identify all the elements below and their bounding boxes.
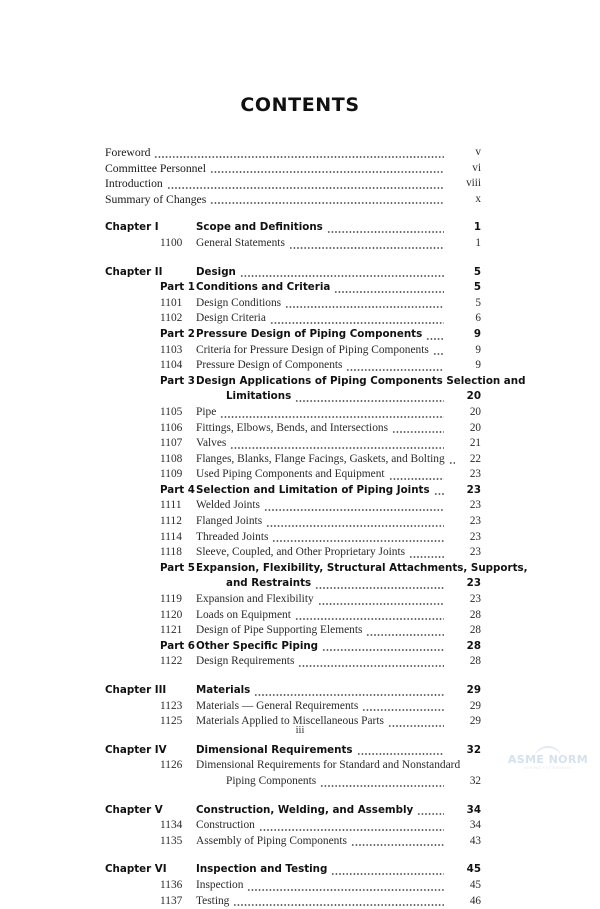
toc-entry-page: 28 [469,608,481,621]
toc-entry-number: 1105 [160,405,183,418]
toc-entry-page: 5 [473,281,481,294]
leader-dots [366,634,444,636]
toc-entry-number: Part 4 [160,483,195,496]
toc-entry-title-cell [196,774,447,790]
toc-entry-row[interactable] [105,774,481,790]
toc-entry-title: Used Piping Components and Equipment [196,468,385,481]
toc-entry-row[interactable] [105,374,526,390]
section-spacer [105,670,481,683]
toc-entry-title: General Statements [196,236,285,249]
toc-entry-number: 1109 [160,468,183,481]
leader-dots [295,400,444,402]
toc-entry-title-cell [196,683,447,699]
toc-entry-title-cell [196,421,447,437]
leader-dots [434,493,444,495]
toc-entry-page: viii [466,177,481,190]
toc-entry-row[interactable] [105,452,481,468]
toc-entry-row[interactable] [105,878,481,894]
toc-entry-title: Summary of Changes [105,192,207,206]
toc-entry-number: 1135 [160,834,183,847]
toc-entry-page: 23 [469,499,481,512]
toc-entry-title-cell [196,389,447,405]
toc-entry-page: 28 [466,639,481,652]
toc-entry-number: 1114 [160,530,182,543]
toc-entry-row[interactable] [105,743,481,759]
toc-entry-title: Construction [196,819,255,832]
toc-entry-title-cell [105,176,447,192]
toc-entry-title-cell [196,592,447,608]
toc-entry-title: Pressure Design of Piping Components [196,327,423,340]
toc-entry-title: Testing [196,894,230,907]
toc-entry-title-cell [196,834,447,850]
toc-entry-number: 1108 [160,452,183,465]
leader-dots [210,202,444,204]
toc-entry-row[interactable] [105,530,481,546]
toc-entry-title-cell [196,758,461,774]
toc-entry-page: 32 [466,743,481,756]
toc-entry-page: 23 [469,546,481,559]
toc-entry-title: Welded Joints [196,499,260,512]
toc-entry-number: 1111 [160,499,182,512]
toc-entry-page: 5 [475,296,481,309]
toc-chapter-label: Chapter III [105,684,167,696]
toc-entry-title-cell [196,483,447,499]
toc-entry-page: 23 [466,483,481,496]
leader-dots [298,665,444,667]
toc-entry-number: 1101 [160,296,183,309]
toc-front-matter-row[interactable] [105,145,481,161]
toc-entry-title-cell [196,358,447,374]
toc-entry-number: Part 1 [160,281,195,294]
leader-dots [409,556,444,558]
table-of-contents [105,145,528,909]
toc-entry-number: 1119 [160,593,182,606]
toc-entry-title-cell [196,280,447,296]
leader-dots [346,369,444,371]
toc-entry-page: 20 [469,405,481,418]
toc-entry-title-cell [196,236,447,252]
toc-entry-number: 1137 [160,894,183,907]
toc-entry-title-cell [196,296,447,312]
toc-entry-title: Inspection [196,878,244,891]
toc-entry-page: 43 [469,834,481,847]
toc-entry-number: 1123 [160,699,183,712]
toc-entry-title: Materials — General Requirements [196,699,359,712]
toc-entry-page: 22 [469,452,481,465]
toc-entry-title: Limitations [226,390,292,403]
leader-dots [264,509,444,511]
toc-entry-title: Threaded Joints [196,530,269,543]
toc-entry-title: Pressure Design of Components [196,359,343,372]
toc-entry-title-cell [196,405,447,421]
leader-dots [362,709,444,711]
toc-entry-row[interactable] [105,592,481,608]
toc-entry-row[interactable] [105,758,481,774]
toc-entry-row[interactable] [105,699,481,715]
toc-entry-title: Committee Personnel [105,161,206,175]
toc-entry-page: 9 [473,327,481,340]
toc-entry-title-cell [196,530,447,546]
toc-entry-title: Dimensional Requirements [196,743,353,756]
toc-entry-row[interactable] [105,803,481,819]
leader-dots [464,769,470,771]
section-spacer [105,849,481,862]
leader-dots [532,571,538,573]
leader-dots [272,540,444,542]
toc-entry-title-cell [196,623,447,639]
leader-dots [233,904,444,906]
toc-entry-title: Design Requirements [196,655,295,668]
toc-entry-row[interactable] [105,265,481,281]
toc-entry-page: 29 [469,699,481,712]
toc-entry-title-cell [196,452,447,468]
toc-entry-title-cell [196,467,447,483]
leader-dots [240,275,444,277]
toc-entry-title-cell [105,145,447,161]
toc-entry-number: 1100 [160,236,183,249]
toc-entry-title-cell [196,608,447,624]
toc-entry-title: Flanges, Blanks, Flange Facings, Gaskets, and Bolting [196,452,445,465]
toc-entry-row[interactable] [105,296,481,312]
toc-entry-number: 1107 [160,437,183,450]
section-spacer [105,252,481,265]
toc-entry-page: 45 [469,878,481,891]
toc-entry-number: 1118 [160,546,182,559]
toc-entry-page: 23 [469,468,481,481]
toc-entry-title: Valves [196,437,227,450]
leader-dots [295,618,444,620]
leader-dots [167,187,444,189]
toc-entry-number: 1125 [160,715,183,728]
toc-entry-row[interactable] [105,436,481,452]
leader-dots [417,813,444,815]
toc-entry-number: 1122 [160,655,183,668]
watermark-subtitle: NORMAS Y ESTANDARES [524,766,572,770]
leader-dots [357,753,444,755]
toc-entry-number: 1102 [160,312,183,325]
asme-norm-watermark [504,746,592,771]
toc-entry-row[interactable] [105,894,481,909]
toc-entry-title: Piping Components [226,774,317,787]
leader-dots [259,829,444,831]
toc-entry-page: 9 [475,343,481,356]
toc-entry-title-cell [196,220,447,236]
section-spacer [105,207,481,220]
toc-entry-number: 1126 [160,759,183,772]
leader-dots [315,587,444,589]
toc-entry-page: 1 [475,236,481,249]
toc-entry-number: 1120 [160,608,183,621]
toc-entry-row[interactable] [105,608,481,624]
toc-entry-title-cell [196,343,447,359]
toc-entry-number: 1136 [160,878,183,891]
leader-dots [220,416,444,418]
toc-entry-row[interactable] [105,343,481,359]
toc-entry-row[interactable] [105,327,481,343]
toc-front-matter-row[interactable] [105,192,481,208]
toc-entry-title: Design Applications of Piping Components Selection and [196,374,526,387]
toc-entry-row[interactable] [105,389,481,405]
toc-entry-number: 1106 [160,421,183,434]
leader-dots [327,231,444,233]
toc-entry-title: and Restraints [226,577,312,590]
toc-entry-title-cell [196,878,447,894]
toc-entry-title: Foreword [105,146,151,159]
leader-dots [426,338,444,340]
toc-entry-row[interactable] [105,834,481,850]
toc-front-matter-row[interactable] [105,161,481,177]
toc-entry-page: 5 [473,265,481,278]
toc-entry-number: 1112 [160,515,182,528]
toc-entry-number: Part 5 [160,561,195,574]
toc-entry-row[interactable] [105,818,481,834]
toc-entry-row[interactable] [105,220,481,236]
toc-entry-page: x [475,192,481,205]
toc-entry-title: Materials Applied to Miscellaneous Parts [196,715,384,728]
toc-entry-row[interactable] [105,467,481,483]
toc-entry-title-cell [196,743,447,759]
toc-entry-title-cell [196,436,447,452]
leader-dots [433,353,444,355]
toc-chapter-label: Chapter V [105,803,163,816]
toc-entry-title-cell [196,498,447,514]
leader-dots [529,384,535,386]
toc-entry-number: Part 6 [160,639,195,652]
toc-front-matter-row[interactable] [105,176,481,192]
toc-entry-page: 29 [466,684,481,696]
section-spacer [105,790,481,803]
toc-entry-page: 23 [466,577,481,590]
toc-entry-page: 34 [469,819,481,832]
toc-entry-title-cell [196,327,447,343]
toc-entry-title: Selection and Limitation of Piping Joints [196,483,430,496]
toc-entry-page: 34 [466,803,481,816]
toc-entry-title-cell [196,311,447,327]
toc-chapter-label: Chapter VI [105,863,167,876]
toc-entry-row[interactable] [105,483,481,499]
toc-entry-page: 28 [469,655,481,668]
toc-entry-row[interactable] [105,358,481,374]
page-folio: iii [295,725,305,736]
toc-entry-page: 1 [473,221,481,234]
toc-entry-title: Design [196,265,236,278]
leader-dots [254,694,444,696]
leader-dots [270,322,444,324]
leader-dots [289,247,444,249]
leader-dots [154,156,444,158]
toc-entry-page: 32 [469,774,481,787]
toc-entry-page: 6 [475,312,481,325]
toc-entry-title-cell [196,374,526,390]
leader-dots [210,171,444,173]
toc-entry-title-cell [196,514,447,530]
toc-chapter-label: Chapter IV [105,743,167,756]
toc-entry-title-cell [196,265,447,281]
toc-entry-title: Dimensional Requirements for Standard and Nonstandard [196,759,461,772]
toc-entry-title: Criteria for Pressure Design of Piping Components [196,343,429,356]
toc-entry-title-cell [105,161,447,177]
toc-entry-row[interactable] [105,421,481,437]
toc-entry-page: v [475,146,481,158]
toc-entry-row[interactable] [105,639,481,655]
toc-entry-title: Materials [196,684,251,696]
toc-entry-title: Scope and Definitions [196,221,323,234]
leader-dots [392,431,444,433]
toc-entry-page: 20 [469,421,481,434]
toc-entry-row[interactable] [105,236,481,252]
toc-entry-title-cell [196,576,447,592]
toc-entry-row[interactable] [105,514,481,530]
toc-entry-row[interactable] [105,576,481,592]
toc-entry-page: 20 [466,390,481,403]
toc-entry-title: Introduction [105,177,163,191]
toc-entry-row[interactable] [105,683,481,699]
toc-entry-title-cell [196,862,447,878]
toc-entry-row[interactable] [105,405,481,421]
toc-entry-title-cell [196,803,447,819]
leader-dots [318,603,444,605]
toc-entry-number: 1103 [160,343,183,356]
toc-entry-row[interactable] [105,280,481,296]
toc-entry-number: 1134 [160,819,183,832]
toc-entry-title: Pipe [196,405,217,418]
toc-entry-row[interactable] [105,862,481,878]
toc-entry-title-cell [196,894,447,909]
toc-entry-title: Design of Pipe Supporting Elements [196,624,363,637]
toc-entry-page: 9 [475,359,481,372]
toc-entry-page: 21 [469,437,481,450]
toc-entry-title: Loads on Equipment [196,608,291,621]
toc-entry-title: Conditions and Criteria [196,281,331,294]
toc-entry-number: Part 3 [160,374,195,387]
toc-entry-number: 1121 [160,624,183,637]
toc-entry-row[interactable] [105,545,481,561]
toc-entry-row[interactable] [105,498,481,514]
toc-entry-title: Expansion, Flexibility, Structural Attachments, Supports, [196,561,528,574]
toc-entry-row[interactable] [105,561,528,577]
toc-entry-title-cell [105,192,447,208]
toc-entry-title: Assembly of Piping Components [196,834,347,847]
toc-entry-title: Flanged Joints [196,515,263,528]
toc-entry-page: vi [472,161,481,174]
toc-entry-title: Sleeve, Coupled, and Other Proprietary Joints [196,546,406,559]
toc-entry-title: Fittings, Elbows, Bends, and Intersections [196,421,389,434]
toc-entry-title: Construction, Welding, and Assembly [196,803,414,816]
leader-dots [266,525,444,527]
leader-dots [230,447,444,449]
toc-entry-page: 23 [469,530,481,543]
toc-entry-title-cell [196,699,447,715]
toc-entry-page: 23 [469,515,481,528]
toc-entry-page: 28 [469,624,481,637]
toc-entry-row[interactable] [105,311,481,327]
toc-entry-title-cell [196,545,447,561]
leader-dots [389,478,444,480]
toc-entry-title: Expansion and Flexibility [196,593,314,606]
leader-dots [334,291,444,293]
leader-dots [322,649,444,651]
toc-entry-title: Design Conditions [196,296,282,309]
toc-entry-title: Other Specific Piping [196,639,319,652]
toc-entry-title-cell [196,654,447,670]
toc-entry-page: 46 [469,894,481,907]
toc-entry-title-cell [196,818,447,834]
toc-entry-row[interactable] [105,654,481,670]
leader-dots [320,785,444,787]
toc-entry-row[interactable] [105,623,481,639]
toc-entry-page: 45 [466,863,481,876]
leader-dots [285,306,444,308]
toc-entry-title: Inspection and Testing [196,863,328,876]
toc-entry-page: 29 [469,715,481,728]
toc-entry-title: Design Criteria [196,312,266,325]
toc-chapter-label: Chapter II [105,265,163,278]
toc-entry-number: Part 2 [160,327,195,340]
leader-dots [247,889,444,891]
toc-entry-page: 23 [469,593,481,606]
toc-entry-title-cell [196,561,528,577]
leader-dots [331,873,444,875]
leader-dots [351,844,444,846]
toc-entry-number: 1104 [160,359,183,372]
toc-entry-title-cell [196,639,447,655]
toc-chapter-label: Chapter I [105,221,159,234]
watermark-mark: ASME NORM [507,753,589,766]
page-title: CONTENTS [240,94,360,116]
